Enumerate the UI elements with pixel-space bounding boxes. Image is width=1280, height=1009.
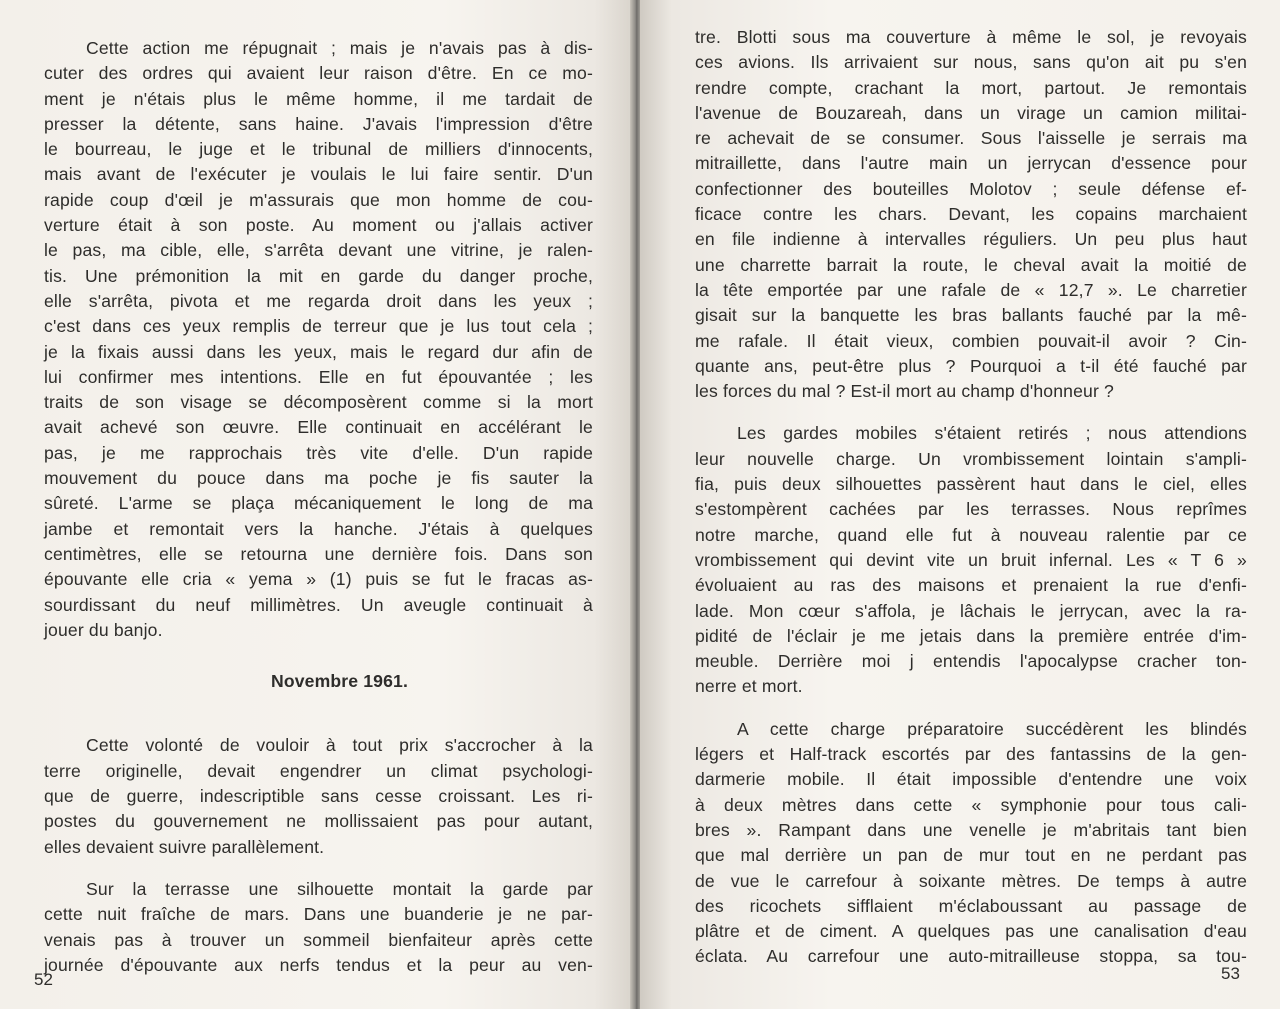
- text-line: le pas, ma cible, elle, s'arrêta devant une vitrine, je ralen-: [44, 240, 593, 261]
- text-line: quante ans, peut-être plus ? Pourquoi a t-il été fauché par: [695, 355, 1247, 376]
- text-line: ficace contre les chars. Devant, les copains marchaient: [695, 204, 1247, 225]
- text-line: verture était à son poste. Au moment ou j'allais activer: [44, 215, 593, 236]
- text-line: mitraillette, dans l'autre main un jerrycan d'essence pour: [695, 153, 1247, 174]
- text-line: re achevait de se consumer. Sous l'aisselle je serrais ma: [695, 128, 1247, 149]
- text-line: le bourreau, le juge et le tribunal de milliers d'innocents,: [44, 139, 593, 160]
- text-line: que de guerre, indescriptible sans cesse croissant. Les ri-: [44, 786, 593, 807]
- text-line: lui confirmer mes intentions. Elle en fut épouvantée ; les: [44, 366, 593, 387]
- text-line: en file indienne à intervalles réguliers. Un peu plus haut: [695, 229, 1247, 250]
- text-line: venais pas à trouver un sommeil bienfaiteur après cette: [44, 929, 593, 950]
- text-line: notre marche, quand elle fut à nouveau ralentie par ce: [695, 524, 1247, 545]
- text-line: sourdissant du neuf millimètres. Un aveugle continuait à: [44, 594, 593, 615]
- text-line: légers et Half-track escortés par des fantassins de la gen-: [695, 744, 1247, 765]
- text-line: me rafale. Il était vieux, combien pouvait-il avoir ? Cin-: [695, 330, 1247, 351]
- text-line: les forces du mal ? Est-il mort au champ d'honneur ?: [695, 381, 1114, 402]
- text-line: une charrette barrait la route, le cheval avait la moitié de: [695, 254, 1247, 275]
- text-line: s'estompèrent cachées par les terrasses. Nous reprîmes: [695, 499, 1247, 520]
- text-line: leur nouvelle charge. Un vrombissement lointain s'ampli-: [695, 448, 1247, 469]
- text-line: rendre compte, crachant la mort, partout. Je remontais: [695, 77, 1247, 98]
- text-line: bres ». Rampant dans une venelle je m'abritais tant bien: [695, 819, 1247, 840]
- right-paragraph-2: [695, 421, 1247, 699]
- left-text-column: [44, 36, 593, 978]
- page-number-right: 53: [1221, 964, 1240, 983]
- text-line: darmerie mobile. Il était impossible d'entendre une voix: [695, 769, 1247, 790]
- left-page: [0, 0, 632, 1009]
- text-line: gisait sur la banquette les bras ballants fauché par la mê-: [695, 305, 1247, 326]
- text-line: évoluaient au ras des maisons et prenaient la rue d'enfi-: [695, 575, 1247, 596]
- text-line: c'est dans ces yeux remplis de terreur que je lus tout cela ;: [44, 316, 593, 337]
- text-line: nerre et mort.: [695, 676, 803, 697]
- text-line: cuter des ordres qui avaient leur raison d'être. En ce mo-: [44, 63, 593, 84]
- dateline: Novembre 1961.: [270, 671, 409, 692]
- text-line: postes du gouvernement ne mollissaient pas pour autant,: [44, 811, 593, 832]
- text-line: fia, puis deux silhouettes passèrent haut dans le ciel, elles: [695, 474, 1247, 495]
- text-line: elle s'arrêta, pivota et me regarda droit dans les yeux ;: [44, 290, 593, 311]
- text-line: vrombissement qui devint vite un bruit infernal. Les « T 6 »: [695, 549, 1247, 570]
- text-line: ment je n'étais plus le même homme, il me tardait de: [44, 88, 593, 109]
- left-paragraph-2: [44, 733, 593, 859]
- text-line: tis. Une prémonition la mit en garde du danger proche,: [44, 265, 593, 286]
- text-line: avait achevé son œuvre. Elle continuait en accélérant le: [44, 417, 593, 438]
- page-number-left: 52: [34, 970, 53, 989]
- text-line: Sur la terrasse une silhouette montait la garde par: [86, 878, 593, 899]
- text-line: A cette charge préparatoire succédèrent les blindés: [737, 718, 1247, 739]
- text-line: Cette volonté de vouloir à tout prix s'accrocher à la: [86, 735, 593, 756]
- text-line: je la fixais aussi dans les yeux, mais le regard dur afin de: [44, 341, 593, 362]
- text-line: journée d'épouvante aux nerfs tendus et la peur au ven-: [44, 954, 593, 975]
- text-line: meuble. Derrière moi j entendis l'apocalypse cracher ton-: [695, 651, 1247, 672]
- text-line: l'avenue de Bouzareah, dans un virage un camion militai-: [695, 102, 1247, 123]
- text-line: Les gardes mobiles s'étaient retirés ; nous attendions: [737, 423, 1247, 444]
- text-line: jambe et remontait vers la hanche. J'étais à quelques: [44, 518, 593, 539]
- text-line: terre originelle, devait engendrer un climat psychologi-: [44, 760, 593, 781]
- right-page: [640, 0, 1280, 1009]
- text-line: elles devaient suivre parallèlement.: [44, 836, 325, 857]
- text-line: de vue le carrefour à soixante mètres. De temps à autre: [695, 870, 1247, 891]
- text-line: pidité de l'éclair je me jetais dans la première entrée d'im-: [695, 625, 1247, 646]
- right-text-column: [695, 25, 1247, 970]
- text-line: centimètres, elle se retourna une dernière fois. Dans son: [44, 543, 593, 564]
- text-line: éclata. Au carrefour une auto-mitrailleuse stoppa, sa tou-: [695, 946, 1247, 967]
- text-line: plâtre et de ciment. A quelques pas une canalisation d'eau: [695, 921, 1247, 942]
- text-line: rapide coup d'œil je m'assurais que mon homme de cou-: [44, 189, 593, 210]
- text-line: traits de son visage se décomposèrent comme si la mort: [44, 392, 593, 413]
- text-line: ces avions. Ils arrivaient sur nous, sans qu'on ait pu s'en: [695, 52, 1247, 73]
- right-paragraph-3: [695, 717, 1247, 970]
- text-line: cette nuit fraîche de mars. Dans une buanderie je ne par-: [44, 904, 593, 925]
- right-paragraph-1: [695, 25, 1247, 404]
- text-line: tre. Blotti sous ma couverture à même le sol, je revoyais: [695, 27, 1247, 47]
- text-line: presser la détente, sans haine. J'avais l'impression d'être: [44, 113, 593, 134]
- text-line: lade. Mon cœur s'affola, je lâchais le jerrycan, avec la ra-: [695, 600, 1247, 621]
- text-line: mouvement du pouce dans ma poche je fis sauter la: [44, 468, 593, 489]
- text-line: mais avant de l'exécuter je voulais le lui faire sentir. D'un: [44, 164, 593, 185]
- text-line: confectionner des bouteilles Molotov ; seule défense ef-: [695, 178, 1247, 199]
- text-line: Cette action me répugnait ; mais je n'avais pas à dis-: [86, 38, 593, 58]
- text-line: des ricochets sifflaient m'éclaboussant au passage de: [695, 895, 1247, 916]
- text-line: pas, je me rapprochais très vite d'elle. D'un rapide: [44, 442, 593, 463]
- text-line: que mal derrière un pan de mur tout en ne perdant pas: [695, 845, 1247, 866]
- text-line: épouvante elle cria « yema » (1) puis se fut le fracas as-: [44, 569, 593, 590]
- text-line: à deux mètres dans cette « symphonie pour tous cali-: [695, 794, 1247, 815]
- text-line: sûreté. L'arme se plaça mécaniquement le long de ma: [44, 493, 593, 514]
- text-line: jouer du banjo.: [44, 619, 163, 640]
- left-paragraph-3: [44, 877, 593, 978]
- text-line: la tête emportée par une rafale de « 12,7 ». Le charretier: [695, 279, 1247, 300]
- left-paragraph-1: [44, 36, 593, 643]
